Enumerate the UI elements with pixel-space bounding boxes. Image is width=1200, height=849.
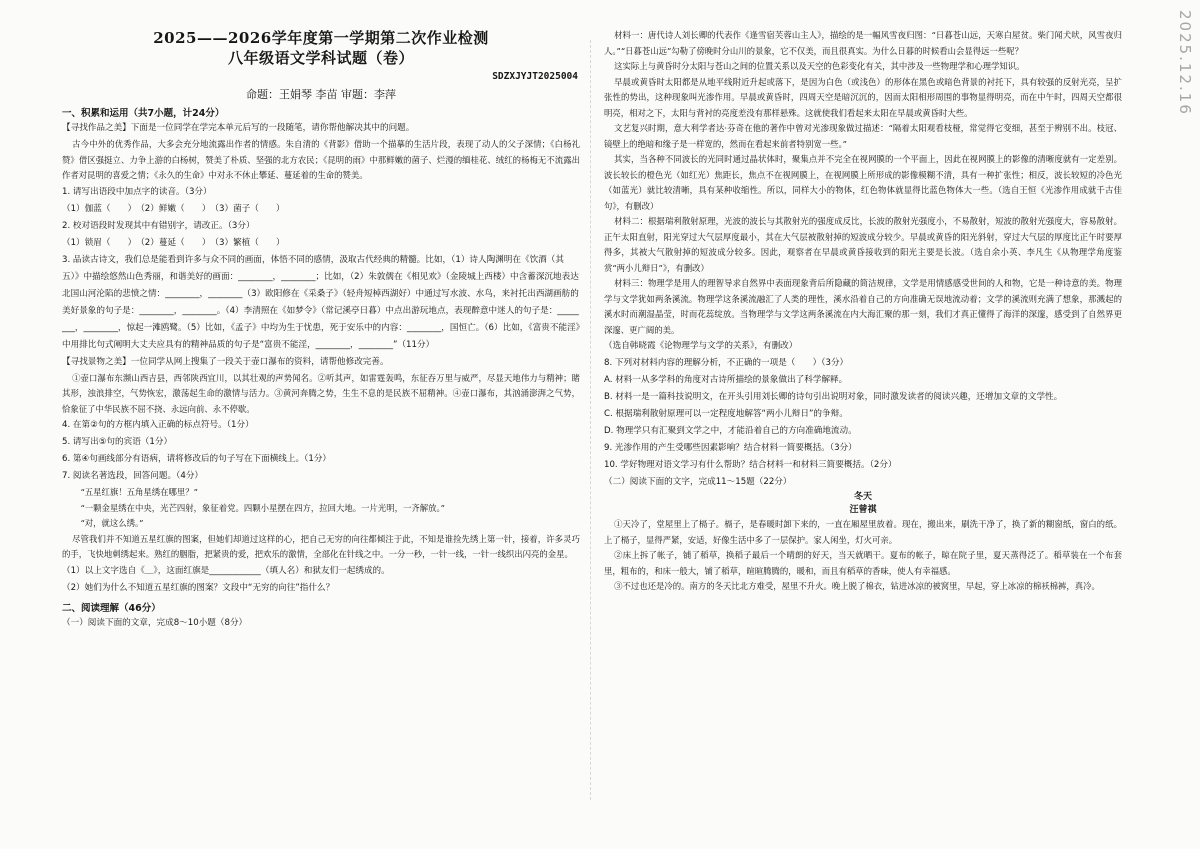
left-paragraph: （1）伽蓝（ ） （2）鲜嫩（ ） （3）菌子（ ） xyxy=(62,203,285,214)
left-paragraph: “一颗金星绣在中央，光芒四射，象征着党。四颗小星摆在四方，拉回大地。一片光明，一齐解放。” xyxy=(80,502,445,513)
left-paragraph: 二、阅读理解（46分） xyxy=(62,602,161,614)
exam-code: SDZXJYJT2025004 xyxy=(492,71,578,82)
left-paragraph: 尽管我们并不知道五星红旗的图案，但她们却道过这样的心，把自己无穷的向往都倾注于此，不知是谁捡先绣上第一针，接着，许多灵巧的手，飞快地刺绣起来。熟红的胭脂，把紧贵的爱，把欢乐的激情，全部化在针线之中。一分一秒，一针一线，一针一线织出闪亮的金星。 xyxy=(62,533,580,559)
left-paragraph: 2. 校对语段时发现其中有错别字，请改正。（3分） xyxy=(62,220,255,231)
left-paragraph: 一、积累和运用（共7小题，计24分） xyxy=(62,108,225,119)
right-paragraph: 文艺复兴时期，意大利学者达·芬奇在他的著作中曾对光渗现象做过描述：“隔着太阳观看枝桠，常觉得它变细，甚至于辨别不出。枝冠、镜壁上的绝暗和缘子是一样宽的，然而在看起来前者特别宽一些。” xyxy=(604,123,1122,149)
right-paragraph: A. 材料一从多学科的角度对古诗所描绘的景象做出了科学解释。 xyxy=(604,375,848,385)
right-paragraph: （二）阅读下面的文字，完成11～15题（22分） xyxy=(604,477,792,487)
left-paragraph: ①壶口瀑布东濒山西吉县，西邻陕西宜川，以其壮观的声势闻名。②听其声，如雷霆轰鸣，东征吞万里与威严，尽显天地伟力与精神；睹其形，浊浪排空，气势恢宏，激荡起生命的激情与活力。③黄河奔腾之势，生生不息的是民族不屈精神。④壶口瀑布，其汹涌澎湃之气势，恰象征了中华民族不屈不挠、永远向前、永不停歇。 xyxy=(62,372,580,414)
left-body xyxy=(62,105,580,632)
left-paragraph: 3. 品读古诗文，我们总是能看到许多与众不同的画面，体悟不同的感情，汲取古代经典的精髓。比如，（1）诗人陶渊明在《饮酒（其五）》中描绘悠然山色秀丽，和谐美好的画面：________，________；比如，（2）朱敦儒在《相见欢》（金陵城上西楼）中含蓄深沉地表达北国山河沦陷的悲愤之情：________，________（3）欧阳修在《采桑子》（轻舟短棹西湖好）中通过写水波、水鸟，来衬托出西湖画舫的美好景象的句子是：________，________。（4）李清照在《如梦令》（常记溪亭日暮）中点出游玩地点，表现醉意中迷人的句子是：________，________，惊起一滩鸥鹭。（5）比如，《孟子》中均为生于忧患，死于安乐中的内容：________，国恒亡。（6）比如，《富贵不能淫》中用排比句式阐明大丈夫应具有的精神品质的句子是“富贵不能淫，________，________”（11分） xyxy=(62,254,580,350)
exam-authors: 命题：王娟琴 李苗 审题：李萍 xyxy=(246,88,396,101)
left-paragraph: 古今中外的优秀作品，大多会充分地流露出作者的情感。朱自清的《背影》借助一个描摹的生活片段，表现了动人的父子深情；《白杨礼赞》借区强挺立、力争上游的白杨树，赞美了朴质、坚强的北方农民；《昆明的雨》中那鲜嫩的菌子、烂漫的缅桂花、绒红的杨梅无不流露出作者对昆明的喜爱之情；《永久的生命》中对永不休止攀延、蔓延着的生命的赞美。 xyxy=(62,139,580,180)
exam-subtitle: 八年级语文学科试题（卷） xyxy=(227,49,414,67)
right-paragraph: 材料一：唐代诗人刘长卿的代表作《逢雪宿芙蓉山主人》，描绘的是一幅风雪夜归图：“日暮苍山远，天寒白屋贫。柴门闻犬吠，风雪夜归人。”“日暮苍山远”勾勒了傍晚时分山川的景象，它不仅美，而且很真实。为什么日暮的时候看山会显得远一些呢？ xyxy=(604,30,1122,56)
right-paragraph: 材料三：物理学是用人的理智导求自然界中表面现象背后所隐藏的简洁规律，文学是用情感感受世间的人和物，它是一种诗意的美。物理学与文学犹如两条溪流。物理学这条溪流融汇了人类的理性，溪水沿着自己的方向准确无误地流动着；文学的溪流则充满了想象，那溅起的溪水时而潮湿晶莹，时而花蕊绽放。当物理学与文学这两条溪流在内大海汇聚的那一刻，我们才真正懂得了海洋的深邃，感受到了自然界更深邃、更广阔的美。 xyxy=(604,278,1122,335)
left-paragraph: 7. 阅读名著选段，回答问题。（4分） xyxy=(62,471,204,481)
left-paragraph: （一）阅读下面的文章，完成8～10小题（8分） xyxy=(62,617,248,628)
right-paragraph: ①天冷了，堂屋里上了槅子。槅子，是春暖时卸下来的，一直在厢屋里放着。现在，搬出来，刷洗干净了，换了新的糊窗纸，窗白的纸。上了槅子，显得严紧，安适，好像生活中多了一层保护。家人闲坐，灯火可亲。 xyxy=(604,519,1122,545)
left-paragraph: （1）锁眉（ ） （2）蔓延（ ） （3）繁植（ ） xyxy=(62,237,285,248)
right-paragraph: D. 物理学只有汇聚到文学之中，才能沿着自己的方向准确地流动。 xyxy=(604,426,857,436)
left-paragraph: 4. 在第②句的方框内填入正确的标点符号。（1分） xyxy=(62,420,254,430)
right-paragraph: （选自韩晓霞《论物理学与文学的关系》，有删改） xyxy=(604,341,798,351)
left-paragraph: “对，就这么绣。” xyxy=(80,518,144,528)
exam-title: 2025——2026学年度第一学期第二次作业检测 xyxy=(153,29,489,47)
right-paragraph: 早晨或黄昏时太阳都是从地平线附近升起或落下，是因为白色（或浅色）的形体在黑色或暗色背景的衬托下，具有较强的反射光亮，呈扩张性的势出，这种现象叫光渗作用。早晨或黄昏时，四周天空是暗沉沉的，因而太阳相形周围的事物显得明亮，而在中午时，四周天空都很明亮，相对之下，太阳与背衬的亮度差没有那样悬殊。这就使我们看起来太阳在早晨或黄昏时大些。 xyxy=(604,76,1122,118)
right-body xyxy=(604,28,1122,595)
column-divider xyxy=(590,40,591,800)
left-paragraph: 5. 请写出⑤句的宾语（1分） xyxy=(62,437,173,447)
left-paragraph: 6. 第④句画线部分有语病，请将修改后的句子写在下面横线上。（1分） xyxy=(62,454,332,464)
left-paragraph: （1）以上文字选自《＿》，这面红旗是____________（填人名）和狱友们一起绣成的。 xyxy=(62,565,390,576)
right-paragraph: 10. 学好物理对语文学习有什么帮助？结合材料一和材料三简要概括。（2分） xyxy=(604,460,897,470)
right-paragraph: 这实际上与黄昏时分太阳与苍山之间的位置关系以及天空的色彩变化有关，其中涉及一些物理学和心理学知识。 xyxy=(614,61,1025,71)
left-column xyxy=(62,28,580,632)
right-paragraph: 冬天 xyxy=(853,492,872,502)
side-date-stamp: 2025.12.16 xyxy=(1176,10,1194,116)
right-paragraph: C. 根据瑞利散射原理可以一定程度地解答“两小儿辩日”的争辩。 xyxy=(604,409,848,419)
right-paragraph: ②床上拆了帐子，铺了稻草，换稻子最后一个晴朗的好天，当天就晒干。夏布的帐子，晾在院子里，夏天蒸得泛了。稻草装在一个布套里，粗布的，和床一般大，铺了稻草，暄暄腾腾的，暖和，而且有稻草的香味，使人有幸福感。 xyxy=(604,550,1122,576)
left-paragraph: 1. 请写出语段中加点字的读音。（3分） xyxy=(62,186,212,197)
right-paragraph: 其实，当各种不同波长的光同时通过晶状体时，聚集点并不完全在视网膜的一个平面上，因此在视网膜上的影像的清晰度就有一定差别。波长较长的橙色光（如红光）焦距长，焦点不在视网膜上，在视网膜上所形成的影像模糊不清，具有一种扩张性；相反，波长较短的冷色光（如蓝光）就比较清晰，具有某种收缩性。所以，同样大小的物体，红色物体就显得比蓝色物体大一些。（选自王恒《光渗作用成就千古佳句》，有删改） xyxy=(604,154,1122,211)
left-paragraph: 【寻找作品之美】下面是一位同学在学完本单元后写的一段随笔，请你帮他解决其中的问题。 xyxy=(62,123,415,133)
left-paragraph: 【寻找景物之美】一位同学从网上搜集了一段关于壶口瀑布的资料，请帮他修改完善。 xyxy=(62,356,389,367)
left-paragraph: “五星红旗！五角星绣在哪里？” xyxy=(80,487,198,497)
left-paragraph: （2）她们为什么不知道五星红旗的图案？文段中“无穷的向往”指什么？ xyxy=(62,582,335,593)
right-paragraph: 9. 光渗作用的产生受哪些因素影响？结合材料一简要概括。（3分） xyxy=(604,443,857,453)
right-paragraph: 汪曾祺 xyxy=(849,505,877,515)
right-paragraph: 8. 下列对材料内容的理解分析，不正确的一项是（ ）（3分） xyxy=(604,358,849,368)
right-column xyxy=(604,28,1122,595)
right-paragraph: 材料二：根据瑞利散射原理，光波的波长与其散射光的强度成反比，长波的散射光强度小，不易散射，短波的散射光强度大，容易散射。正午太阳直射，阳光穿过大气层厚度最小，其在大气层被散射掉的短波成分较少。早晨或黄昏的阳光斜射，穿过大气层的厚度比正午时要厚得多，其被大气散射掉的短波成分较多。因此，观察者在早晨或黄昏接收到的阳光主要是长波。（选自余小英、李凡生《从物理学角度鉴赏“两小儿辩日”》，有删改） xyxy=(604,216,1122,273)
right-paragraph: B. 材料一是一篇科技说明文，在开头引用刘长卿的诗句引出说明对象，同时激发读者的阅读兴趣，还增加文章的文学性。 xyxy=(604,392,1063,402)
right-paragraph: ③不过也还是冷的。南方的冬天比北方难受，屋里不升火。晚上脱了棉衣，钻进冰凉的被窝里，早起，穿上冰凉的棉袄棉裤，真冷。 xyxy=(614,581,1100,591)
